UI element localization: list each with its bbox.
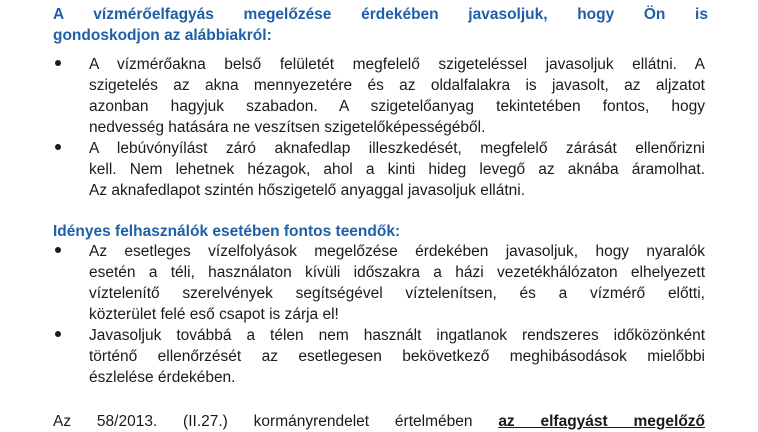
item-line: Az esetleges vízelfolyások megelőzése érdekében javasoljuk, hogy nyaralók bbox=[89, 243, 705, 260]
section2-heading: Idényes felhasználók esetében fontos teendők: bbox=[53, 223, 401, 240]
final-bold-text: az elfagyást megelőző bbox=[498, 413, 706, 430]
list-item bbox=[0, 325, 758, 388]
bullet-icon bbox=[55, 144, 61, 150]
list-item bbox=[0, 241, 758, 325]
final-paragraph bbox=[53, 411, 705, 432]
section1-heading-line1: A vízmérőelfagyás megelőzése érdekében javasoljuk, hogy Ön is bbox=[53, 6, 708, 23]
item-line: nedvesség hatására ne veszítsen szigetelőképességéből. bbox=[89, 119, 486, 136]
item-line: Javasoljuk továbbá a télen nem használt ingatlanok rendszeres időközönként bbox=[89, 327, 705, 344]
item-line: kell. Nem lehetnek hézagok, ahol a kinti hideg levegő az aknába áramolhat. bbox=[89, 161, 705, 178]
list-item bbox=[0, 138, 758, 201]
section1-heading bbox=[53, 4, 708, 46]
item-line: esetén a téli, használaton kívüli időszakra a házi vezetékhálózaton elhelyezett bbox=[89, 264, 705, 281]
item-line: Az aknafedlapot szintén hőszigetelő anyaggal javasoljuk ellátni. bbox=[89, 182, 526, 199]
item-line: azonban hagyjuk szabadon. A szigetelőanyag tekintetében fontos, hogy bbox=[89, 98, 705, 115]
section1-list bbox=[0, 54, 758, 201]
section1-heading-line2: gondoskodjon az alábbiakról: bbox=[53, 27, 272, 44]
bullet-icon bbox=[55, 331, 61, 337]
item-line: észlelése érdekében. bbox=[89, 369, 236, 386]
item-line: szigetelés az akna mennyezetére és az oldalfalakra is javasolt, az aljzatot bbox=[89, 77, 705, 94]
item-line: víztelenítő szerelvények segítségével víztelenítsen, és a vízmérő előtti, bbox=[89, 285, 705, 302]
bullet-icon bbox=[55, 247, 61, 253]
item-line: történő ellenőrzését az esetlegesen bekövetkező meghibásodások mielőbbi bbox=[89, 348, 705, 365]
item-line: közterület felé eső csapot is zárja el! bbox=[89, 306, 339, 323]
item-line: A lebúvónyílást záró aknafedlap illeszkedését, megfelelő zárását ellenőrizni bbox=[89, 140, 705, 157]
bullet-icon bbox=[55, 60, 61, 66]
section2-list bbox=[0, 241, 758, 388]
final-text: Az 58/2013. (II.27.) kormányrendelet értelmében bbox=[53, 413, 473, 430]
item-line: A vízmérőakna belső felületét megfelelő szigeteléssel javasoljuk ellátni. A bbox=[89, 56, 705, 73]
list-item bbox=[0, 54, 758, 138]
